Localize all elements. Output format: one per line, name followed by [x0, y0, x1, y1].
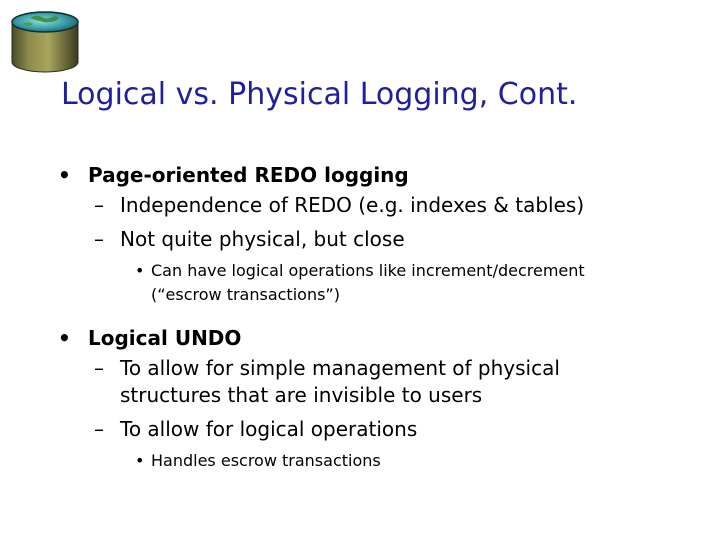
sub-bullet-simple-management	[30, 355, 710, 409]
slide-title: Logical vs. Physical Logging, Cont.	[61, 77, 578, 112]
slide-body	[30, 158, 710, 473]
dash-marker: –	[94, 356, 104, 380]
dash-marker: –	[94, 193, 104, 217]
bullet-marker: •	[58, 326, 71, 350]
dash-marker: –	[94, 227, 104, 251]
sub-bullet-line-1: To allow for simple management of physical	[120, 356, 560, 380]
dash-marker: –	[94, 417, 104, 441]
sub-bullet-independence-of-redo	[30, 192, 710, 219]
sub-sub-bullet-line-2: (“escrow transactions”)	[151, 285, 340, 304]
sub-bullet-logical-operations	[30, 416, 710, 443]
bullet-marker: •	[135, 451, 145, 470]
sub-bullet-text: Independence of REDO (e.g. indexes & tables)	[120, 193, 585, 217]
bullet-text: Logical UNDO	[88, 326, 242, 350]
bullet-logical-undo	[30, 321, 710, 355]
sub-sub-bullet-text: Handles escrow transactions	[151, 451, 381, 470]
sub-sub-bullet-line-1: Can have logical operations like increment/decrement	[151, 261, 585, 280]
database-drum-icon	[8, 8, 82, 74]
sub-bullet-line-2: structures that are invisible to users	[120, 383, 483, 407]
bullet-marker: •	[58, 163, 71, 187]
sub-bullet-text: To allow for logical operations	[120, 417, 418, 441]
sub-sub-bullet-logical-operations	[30, 259, 651, 307]
sub-sub-bullet-escrow-transactions	[30, 449, 651, 473]
sub-bullet-not-quite-physical	[30, 226, 710, 253]
bullet-text: Page-oriented REDO logging	[88, 163, 409, 187]
bullet-marker: •	[135, 261, 145, 280]
bullet-page-oriented-redo	[30, 158, 710, 192]
sub-bullet-text: Not quite physical, but close	[120, 227, 405, 251]
